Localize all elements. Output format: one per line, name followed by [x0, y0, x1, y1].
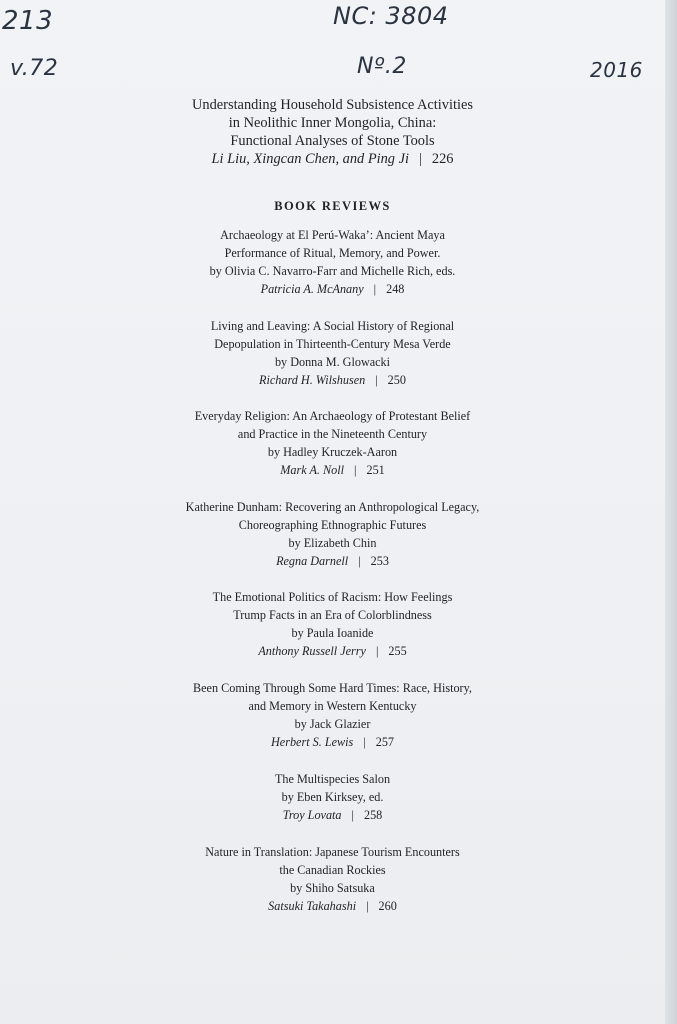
article-page: 226 — [431, 151, 454, 167]
review-reviewer-line — [0, 733, 665, 751]
review-title-line: Performance of Ritual, Memory, and Power. — [224, 246, 441, 260]
review-by-line: by Jack Glazier — [294, 717, 371, 731]
review-title-line: Choreographing Ethnographic Futures — [238, 518, 427, 532]
review-by-line: by Eben Kirksey, ed. — [281, 790, 384, 804]
review-entry — [0, 498, 665, 570]
reviewer-name: Anthony Russell Jerry — [258, 644, 366, 658]
article-entry — [0, 96, 665, 168]
handwritten-volume: v.72 — [10, 56, 59, 81]
review-reviewer-line — [0, 806, 665, 824]
review-reviewer-line — [0, 461, 665, 479]
review-title-line: Trump Facts in an Era of Colorblindness — [233, 608, 432, 622]
review-entry — [0, 407, 665, 479]
article-byline — [0, 150, 665, 168]
handwritten-call-number: 213 — [2, 6, 54, 36]
review-by-line: by Paula Ioanide — [291, 626, 374, 640]
review-entry — [0, 317, 665, 389]
page-edge — [665, 0, 677, 1024]
separator: | — [375, 644, 379, 658]
review-title-line: and Practice in the Nineteenth Century — [237, 427, 428, 441]
review-entry — [0, 843, 665, 915]
review-page: 250 — [387, 373, 406, 387]
separator: | — [358, 554, 361, 568]
review-by-line: by Olivia C. Navarro-Farr and Michelle Rich, eds. — [209, 264, 456, 278]
review-entry — [0, 226, 665, 298]
review-title-line: Everyday Religion: An Archaeology of Protestant Belief — [194, 409, 471, 423]
review-by-line: by Donna M. Glowacki — [274, 355, 391, 369]
reviewer-name: Regna Darnell — [276, 554, 349, 568]
review-title-line: Living and Leaving: A Social History of Regional — [210, 319, 455, 333]
separator: | — [363, 735, 366, 749]
review-page: 251 — [366, 463, 385, 477]
reviewer-name: Mark A. Noll — [280, 463, 345, 477]
review-entry — [0, 770, 665, 824]
review-page: 260 — [378, 899, 397, 913]
review-reviewer-line — [0, 897, 665, 915]
review-reviewer-line — [0, 552, 665, 570]
reviewer-name: Richard H. Wilshusen — [259, 373, 366, 387]
review-title-line: Depopulation in Thirteenth-Century Mesa Verde — [214, 337, 451, 351]
review-title-line: Been Coming Through Some Hard Times: Race, History, — [193, 681, 472, 695]
review-page: 255 — [388, 644, 407, 658]
review-entry — [0, 679, 665, 751]
reviewer-name: Herbert S. Lewis — [271, 735, 354, 749]
article-title-line: Understanding Household Subsistence Activities — [192, 97, 473, 113]
review-title-line: Archaeology at El Perú-Waka’: Ancient Maya — [220, 228, 445, 242]
review-page: 257 — [375, 735, 394, 749]
review-reviewer-line — [0, 642, 665, 660]
handwritten-year: 2016 — [590, 58, 643, 82]
review-title-line: Nature in Translation: Japanese Tourism Encounters — [205, 845, 460, 859]
review-by-line: by Shiho Satsuka — [290, 881, 375, 895]
separator: | — [351, 808, 354, 822]
separator: | — [366, 899, 369, 913]
review-entry — [0, 588, 665, 660]
article-authors: Li Liu, Xingcan Chen, and Ping Ji — [211, 151, 409, 167]
reviewer-name: Troy Lovata — [282, 808, 342, 822]
handwritten-nc-number: NC: 3804 — [333, 2, 449, 30]
separator: | — [373, 282, 377, 296]
review-page: 248 — [386, 282, 405, 296]
article-title-line: in Neolithic Inner Mongolia, China: — [228, 115, 437, 131]
review-title-line: The Emotional Politics of Racism: How Feelings — [212, 590, 453, 604]
separator: | — [354, 463, 357, 477]
review-page: 253 — [370, 554, 389, 568]
reviewer-name: Satsuki Takahashi — [268, 899, 357, 913]
separator: | — [418, 151, 422, 167]
reviewer-name: Patricia A. McAnany — [260, 282, 364, 296]
review-page: 258 — [363, 808, 383, 822]
review-title-line: the Canadian Rockies — [279, 863, 386, 877]
review-by-line: by Hadley Kruczek-Aaron — [267, 445, 398, 459]
section-heading: BOOK REVIEWS — [274, 199, 391, 213]
separator: | — [375, 373, 378, 387]
handwritten-issue-number: Nº.2 — [357, 54, 407, 79]
review-title-line: Katherine Dunham: Recovering an Anthropological Legacy, — [185, 500, 480, 514]
review-by-line: by Elizabeth Chin — [288, 536, 377, 550]
review-title-line: and Memory in Western Kentucky — [248, 699, 417, 713]
review-reviewer-line — [0, 371, 665, 389]
review-reviewer-line — [0, 280, 665, 298]
article-title-line: Functional Analyses of Stone Tools — [230, 133, 435, 149]
review-title-line: The Multispecies Salon — [274, 772, 391, 786]
